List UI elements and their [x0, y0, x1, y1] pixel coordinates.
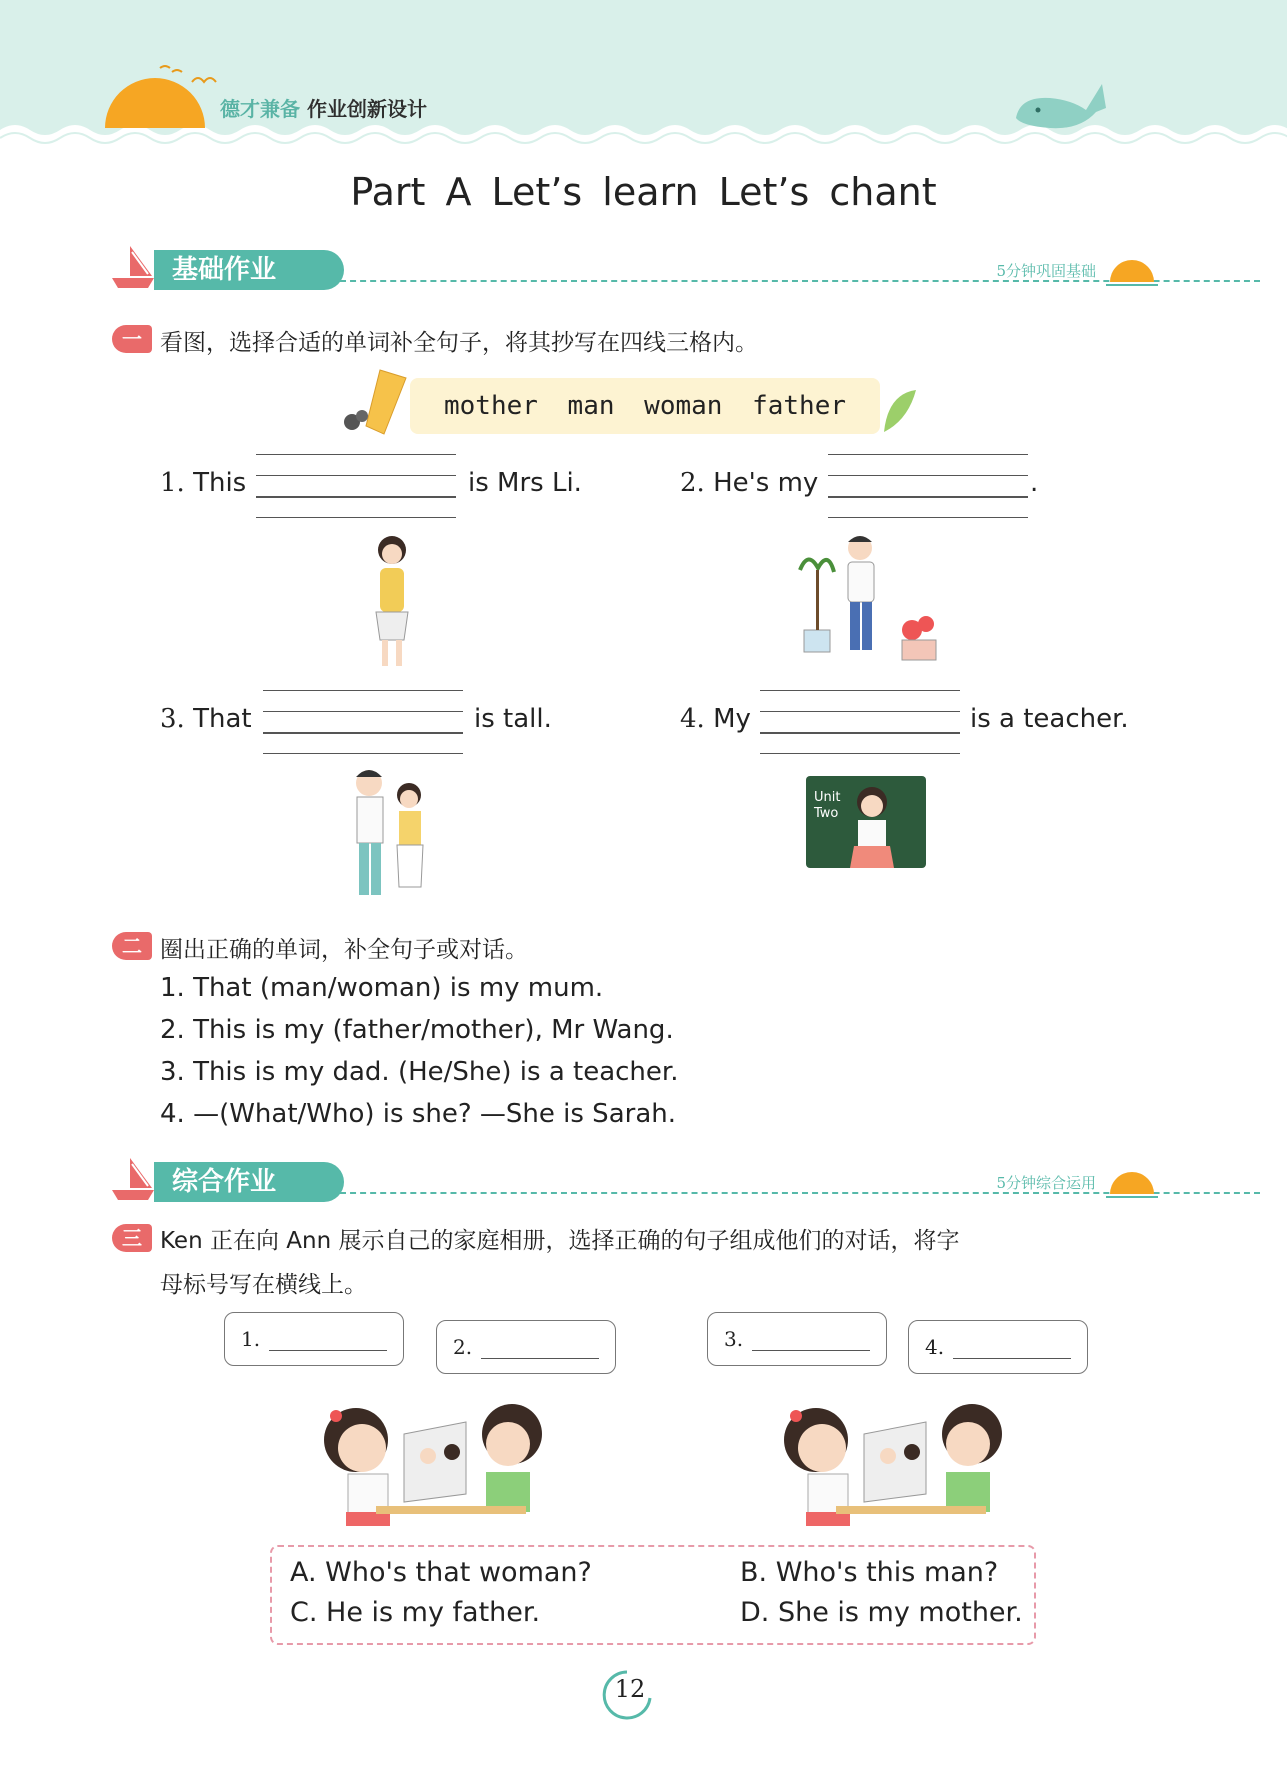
- kids-album-illustration-2: [776, 1394, 1016, 1530]
- speech-bubble-1-number: 1.: [241, 1327, 261, 1351]
- whale-icon: [1010, 78, 1110, 134]
- q1-item-4-after: is a teacher.: [970, 704, 1129, 734]
- question-3-instruction-line1: Ken 正在向 Ann 展示自己的家庭相册，选择正确的句子组成他们的对话，将字: [160, 1228, 960, 1254]
- q1-item-3-after: is tall.: [474, 704, 552, 734]
- section-basic-header: [110, 250, 1160, 290]
- brand-black: 作业创新设计: [306, 97, 427, 121]
- answer-options-box: [270, 1545, 1036, 1645]
- man-woman-illustration: [345, 765, 435, 905]
- word-bank: mother man woman father: [410, 378, 880, 434]
- boat-icon: [110, 1156, 156, 1202]
- option-b[interactable]: B. Who's this man?: [740, 1557, 999, 1588]
- question-number-2: 二: [112, 932, 152, 960]
- q2-item-3[interactable]: 3. This is my dad. (He/She) is a teacher.: [160, 1057, 679, 1087]
- sunset-icon: [1104, 254, 1160, 288]
- option-d[interactable]: D. She is my mother.: [740, 1597, 1023, 1628]
- kids-album-illustration-1: [316, 1394, 556, 1530]
- teacher-illustration: [842, 782, 902, 868]
- section-comprehensive-header: [110, 1162, 1160, 1202]
- q2-item-1[interactable]: 1. That (man/woman) is my mum.: [160, 973, 604, 1003]
- q1-item-4-before: [680, 704, 751, 734]
- q1-item-1-before: [160, 468, 246, 498]
- boat-icon: [110, 244, 156, 290]
- q1-item-3-number: 3.: [160, 704, 185, 734]
- man-watering-illustration: [790, 530, 950, 670]
- section-comprehensive-label: 综合作业: [154, 1162, 344, 1202]
- section-basic-note: 5分钟巩固基础: [996, 262, 1096, 280]
- speech-bubble-4-number: 4.: [925, 1335, 945, 1359]
- option-c[interactable]: C. He is my father.: [290, 1597, 541, 1628]
- question-number-3: 三: [112, 1224, 152, 1252]
- section-comprehensive-note: 5分钟综合运用: [996, 1174, 1096, 1192]
- question-3-instruction-line2: 母标号写在横线上。: [160, 1272, 367, 1298]
- option-a[interactable]: A. Who's that woman?: [290, 1557, 592, 1588]
- q1-item-4-text: My: [713, 704, 751, 734]
- page-number: 12: [614, 1675, 646, 1703]
- speech-bubble-3[interactable]: [707, 1312, 887, 1366]
- q1-item-4-writing-lines[interactable]: [760, 690, 960, 754]
- page-title: Part A Let’s learn Let’s chant: [350, 170, 937, 214]
- question-2-instruction: 圈出正确的单词，补全句子或对话。: [160, 937, 528, 963]
- sunset-icon: [1104, 1166, 1160, 1200]
- brand-green: 德才兼备: [220, 97, 300, 121]
- bird-icon: [190, 70, 220, 90]
- leaf-icon: [878, 384, 922, 436]
- question-1-instruction: 看图，选择合适的单词补全句子，将其抄写在四线三格内。: [160, 330, 758, 356]
- pencil-ant-icon: [336, 366, 420, 440]
- q2-item-4[interactable]: 4. —(What/Who) is she? —She is Sarah.: [160, 1099, 676, 1129]
- question-number-1: 一: [112, 325, 152, 353]
- q1-item-2-writing-lines[interactable]: [828, 454, 1028, 518]
- speech-bubble-2-number: 2.: [453, 1335, 473, 1359]
- blackboard: [806, 776, 926, 868]
- q1-item-1-text: This: [193, 468, 247, 498]
- q1-item-3-writing-lines[interactable]: [263, 690, 463, 754]
- speech-bubble-3-number: 3.: [724, 1327, 744, 1351]
- speech-bubble-4[interactable]: [908, 1320, 1088, 1374]
- q1-item-1-after: is Mrs Li.: [468, 468, 582, 498]
- q1-item-2-before: [680, 468, 818, 498]
- q2-item-2[interactable]: 2. This is my (father/mother), Mr Wang.: [160, 1015, 674, 1045]
- speech-bubble-1[interactable]: [224, 1312, 404, 1366]
- q1-item-1-writing-lines[interactable]: [256, 454, 456, 518]
- q1-item-2-text: He's my: [713, 468, 819, 498]
- speech-bubble-2[interactable]: [436, 1320, 616, 1374]
- q1-item-2-after: .: [1030, 468, 1039, 498]
- blackboard-text: Unit Two: [814, 790, 841, 821]
- q1-item-4-number: 4.: [680, 704, 705, 734]
- q1-item-3-before: [160, 704, 252, 734]
- woman-illustration: [360, 530, 420, 675]
- q1-item-2-number: 2.: [680, 468, 705, 498]
- q1-item-1-number: 1.: [160, 468, 185, 498]
- section-basic-label: 基础作业: [154, 250, 344, 290]
- brand-text: [220, 93, 427, 122]
- q1-item-3-text: That: [193, 704, 252, 734]
